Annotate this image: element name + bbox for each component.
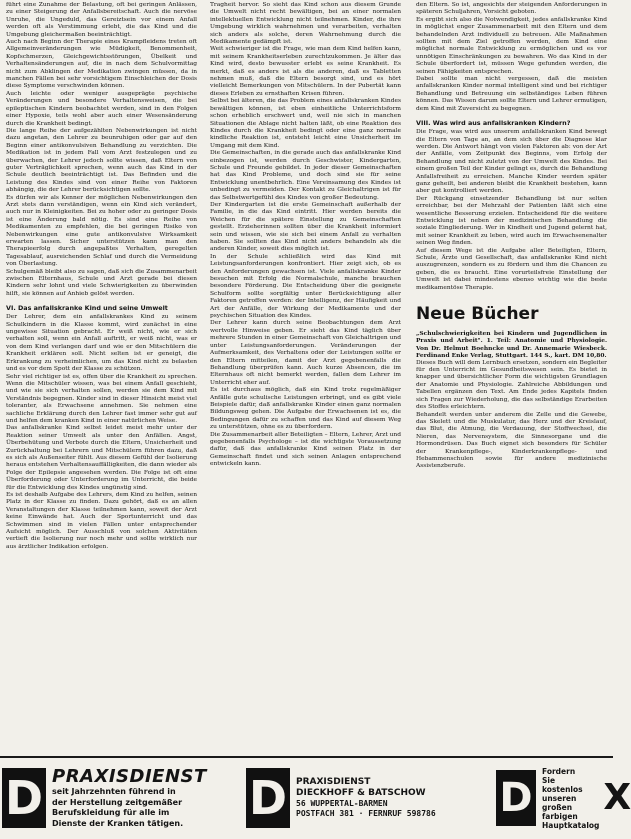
praxisdienst-logo (246, 768, 290, 828)
praxisdienst-ad-right (496, 762, 631, 834)
article-page (6, 2, 607, 754)
paragraph: In der Schule schließlich wird das Kind mit Leistungsanforderungen konfrontiert. Hier zeigt sich, ob es den Anforderungen gewachsen ist. Viele anfallskranke Kinder besuchen mit Erfolg die Normalschule, manche brauchen besondere Förderung. Die Entscheidung über die geeignete Schulform sollte sorgfältig unter Berücksichtigung aller Faktoren getroffen werden: der Intelligenz, der Häufigkeit und Art der Anfälle, der Wirkung der Medikamente und der psychischen Situation des Kindes. (210, 253, 401, 320)
ad-line: Hauptkatalog (542, 820, 600, 830)
ad-brand: PRAXISDIENST (296, 777, 371, 787)
paragraph: Der Lehrer kann durch seine Beobachtungen dem Arzt wertvolle Hinweise geben. Er sieht das Kind täglich über mehrere Stunden in einer Gemeinschaft von Gleichaltrigen und unter Leistungsanforderungen. Veränderungen der Aufmerksamkeit, des Verhaltens oder der Leistungen sollte er den Eltern mitteilen, damit der Arzt gegebenenfalls die Behandlung überprüfen kann. Auch kurze Absencen, die im Elternhaus oft nicht bemerkt werden, fallen dem Lehrer im Unterricht eher auf. (210, 320, 401, 386)
paragraph: Schulgemäß bleibt also zu sagen, daß sich die Zusammenarbeit zwischen Elternhaus, Schule und Arzt gerade bei diesen Kindern sehr lohnt und viele Schwierigkeiten zu überwinden hilft, sie können auf Anhieb gelöst werden. (6, 268, 197, 297)
paragraph: Tragheit hervor. So sieht das Kind schon aus diesem Grunde die Umwelt nicht recht bewältigen, bei an einer normalen intellektuellen Entwicklung nicht teilnehmen. Kinder, die ihre Umgebung wirklich wahrnehmen und verarbeiten, verhalten sich anders als solche, deren Wahrnehmung durch die Medikamente gedämpft ist. (210, 2, 401, 46)
paragraph: Sehr viel richtiger ist es, offen über die Krankheit zu sprechen. Wenn die Mitschüler wissen, was bei einem Anfall geschieht, und wie sie sich verhalten sollen, werden sie dem Kind mit Verständnis begegnen. Kinder sind in dieser Hinsicht meist viel toleranter, als Erwachsene annehmen. Sie nehmen eine sachliche Erklärung durch den Lehrer fast immer sehr gut auf und helfen dem kranken Kind in einer natürlichen Weise. (6, 373, 197, 424)
praxisdienst-ad-left (2, 762, 240, 834)
paragraph: Der Kindergarten ist die erste Gemeinschaft außerhalb der Familie, in die das Kind eintritt. Hier werden bereits die Weichen für die spätere Einstellung zu Gemeinschaften gestellt. Erzieherinnen sollten über die Krankheit informiert sein und wissen, wie sie sich bei einem Anfall zu verhalten haben. Sie sollten das Kind nicht anders behandeln als die anderen Kinder, soweit dies möglich ist. (210, 201, 401, 253)
ad-line: kostenlos (542, 784, 583, 794)
ad-postbox: POSTFACH 381 · FERNRUF 598786 (296, 809, 436, 818)
text-column-1 (6, 2, 197, 754)
ad-line: Fordern (542, 766, 576, 776)
ad-line: großen (542, 802, 573, 812)
paragraph: Der Rückgang einsetzender Behandlung ist nur selten erreichbar, bei der Mehrzahl der Patienten läßt sich eine wesentliche Besserung erzielen. Entscheidend für die weitere Entwicklung ist neben der medizinischen Behandlung die soziale Eingliederung. Wer in Kindheit und Jugend gelernt hat, mit seiner Krankheit zu leben, wird auch im Erwachsenenalter seinen Weg finden. (416, 195, 607, 247)
paragraph: Behandelt werden unter anderem die Zelle und die Gewebe, das Skelett und die Muskulatur, das Herz und der Kreislauf, das Blut, die Atmung, die Verdauung, der Stoffwechsel, die Nieren, das Nervensystem, die Sinnesorgane und die Hormondrüsen. Das Buch eignet sich besonders für Schüler der Krankenpflege-, Kinderkrankenpflege- und Hebammenschulen sowie für andere medizinische Assistenzberufe. (416, 411, 607, 470)
paragraph: Die lange Reihe der aufgezählten Nebenwirkungen ist nicht dazu angetan, den Lehrer zu beunruhigen oder gar auf den Beginn einer antikonvulsiven Behandlung zu verzichten. Die Medikation ist in jedem Fall vom Arzt festzulegen und zu überwachen, der Lehrer jedoch sollte wissen, daß Eltern von guter Verträglichkeit sprechen, wenn auch das Kind in der Schule deutlich beeinträchtigt ist. Das Befinden und die Leistung des Kindes sind von einer Reihe von Faktoren abhängig, die der Lehrer berücksichtigen sollte. (6, 127, 197, 194)
ad-brand: PRAXISDIENST (52, 766, 207, 787)
section-heading: VIII. Was wird aus anfallskranken Kindern? (416, 119, 571, 128)
text-column-2 (210, 2, 401, 754)
ad-separator-rule (0, 756, 613, 758)
paragraph: Es ist deshalb Aufgabe des Lehrers, dem Kind zu helfen, seinen Platz in der Klasse zu finden. Dazu gehört, daß es an allen Veranstaltungen der Klasse teilnehmen kann, soweit der Arzt keine Einwände hat. Auch der Sportunterricht und das Schwimmen sind in vielen Fällen unter entsprechender Aufsicht möglich. Der Ausschluß von solchen Aktivitäten vertieft die Isolierung nur noch mehr und sollte wirklich nur aus ärztlicher Indikation erfolgen. (6, 492, 197, 550)
praxisdienst-ad-center (246, 762, 490, 834)
paragraph: Auf diesem Wege ist die Aufgabe aller Beteiligten, Eltern, Schule, Ärzte und Gesellschaft, das anfallskranke Kind nicht auszugrenzen, sondern es zu fördern und ihm die Chancen zu geben, die es braucht. Eine vorurteilsfreie Einstellung der Umwelt ist dabei mindestens ebenso wichtig wie die beste medikamentöse Therapie. (416, 247, 607, 291)
ad-line: der Herstellung zeitgemäßer (52, 797, 183, 807)
ad-line: seit Jahrzehnten führend in (52, 787, 176, 796)
paragraph: Weit schwieriger ist die Frage, wie man dem Kind helfen kann, mit seinem Krankheitserleben zurechtzukommen. Je älter das Kind wird, desto bewusster erlebt es seine Krankheit. Es merkt, daß es anders ist als die anderen, daß es Tabletten nehmen muß, daß die Eltern besorgt sind, und es hört vielleicht Bemerkungen von Mitschülern. In der Pubertät kann dieses Erleben zu ernsthaften Krisen führen. (210, 46, 401, 97)
book-reference: „Schulschwierigkeiten bei Kindern und Jugendlichen in Praxis und Arbeit". 1. Teil: Anatomie und Physiologie. Von Dr. Helmut Boehncke und Dr. Annemarie Wiesbeck. Ferdinand Enke Verlag, Stuttgart. 144 S., kart. DM 10,80. (416, 330, 607, 360)
paragraph: Es ist durchaus möglich, daß ein Kind trotz regelmäßiger Anfälle gute schulische Leistungen erbringt, und es gibt viele Beispiele dafür, daß anfallskranke Kinder einen ganz normalen Bildungsweg gehen. Die Aufgabe der Erwachsenen ist es, die Bedingungen dafür zu schaffen und das Kind auf diesem Weg zu unterstützen, ohne es zu überfordern. (210, 387, 401, 431)
paragraph: Dabei sollte man nicht vergessen, daß die meisten anfallskranken Kinder normal intelligent sind und bei richtiger Behandlung und Betreuung ein selbständiges Leben führen können. Das Wissen darum sollte Eltern und Lehrer ermutigen, dem Kind mit Zuversicht zu begegnen. (416, 76, 607, 112)
logo-letter: D (248, 771, 288, 825)
paragraph: Das anfallskranke Kind selbst leidet meist mehr unter der Reaktion seiner Umwelt als unter den Anfällen. Angst, Überbehütung und Verbote durch die Eltern, Unsicherheit und Zurückhaltung bei Lehrern und Mitschülern führen dazu, daß es sich als Außenseiter fühlt. Aus diesem Gefühl der Isolierung heraus entstehen Verhaltensauffälligkeiten, die dann wieder als Folge der Epilepsie angesehen werden. Die Folge ist oft eine Überforderung oder Unterforderung im Unterricht, die beide für die Entwicklung des Kindes ungünstig sind. (6, 425, 197, 491)
section-heading: VI. Das anfallskranke Kind und seine Umwelt (6, 304, 168, 313)
praxisdienst-logo (496, 770, 536, 826)
ad-line: unseren (542, 793, 577, 803)
paragraph: Die Zusammenarbeit aller Beteiligten – Eltern, Lehrer, Arzt und gegebenenfalls Psychologe – ist die wichtigste Voraussetzung dafür, daß das anfallskranke Kind seinen Platz in der Gemeinschaft findet und sich seinen Anlagen entsprechend entwickeln kann. (210, 431, 401, 468)
coupon-mark: X (603, 777, 631, 818)
ad-company: DIECKHOFF & BATSCHOW (296, 788, 426, 798)
text-column-3 (416, 2, 607, 754)
paragraph: führt eine Zunahme der Belastung, oft bei geringen Anlässen, zu einer Steigerung der Anfallsbereitschaft. Auch die nervöse Unruhe, die Ungeduld, das Gereiztsein vor einem Anfall werden oft als Verstimmung erlebt, die das Kind und die Umgebung gleichermaßen beeinträchtigt. (6, 2, 197, 38)
ad-line: Dienste der Kranken tätigen. (52, 818, 184, 828)
paragraph: Die Gemeinschaften, in die gerade auch das anfallskranke Kind einbezogen ist, werden durch Geschwister, Kindergarten, Schule und Freunde gebildet. In jeder dieser Gemeinschaften hat das Kind Probleme, und doch sind sie für seine Entwicklung unentbehrlich. Eine Vereinsamung des Kindes ist unbedingt zu vermeiden. Der Kontakt zu Gleichaltrigen ist für das Selbstwertgefühl des Kindes von großer Bedeutung. (210, 150, 401, 201)
ad-line: farbigen (542, 811, 578, 821)
paragraph: den Eltern. So ist, angesichts der steigenden Anforderungen in späteren Schuljahren, Vorsicht geboten. (416, 2, 607, 16)
praxisdienst-logo (2, 768, 46, 828)
paragraph: Der Lehrer, dem ein anfallskrankes Kind zu seinem Schulkindern in die Klasse kommt, wird zunächst in eine ungewisse Situation gebracht. Er weiß nicht, wie er sich verhalten soll, wenn ein Anfall auftritt, er weiß nicht, was er von dem Kind verlangen darf und wie er den Mitschülern die Krankheit erklären soll. Nicht selten ist er geneigt, die Erkrankung zu verheimlichen, um das Kind nicht zu belasten und es vor dem Spott der Klasse zu schützen. (6, 314, 197, 373)
paragraph: Auch nach Beginn der Therapie eines Krampfleidens treten oft Allgemeinveränderungen wie Müdigkeit, Benommenheit, Kopfschmerzen, Gleichgewichtsstörungen, Übelkeit und Verhaltensänderungen auf, die in nach dem Schulvormittag nicht zum Abklingen der Medikation zwingen müssen, da in manchen Fällen bei sehr vorsichtigem Einschleichen der Dosis diese Symptome verschwinden können. (6, 39, 197, 90)
ad-line: Berufskleidung für alle im (52, 808, 170, 817)
paragraph: Es ergibt sich also die Notwendigkeit, jedes anfallskranke Kind in möglichst enger Zusammenarbeit mit den Eltern und dem behandelnden Arzt individuell zu betreuen. Alle Maßnahmen sollten mit dem Ziel getroffen werden, dem Kind eine möglichst normale Entwicklung zu ermöglichen und es vor unnötigen Einschränkungen zu bewahren. Wo das Kind in der Schule überfordert ist, müssen Wege gefunden werden, die seinen Fähigkeiten entsprechen. (416, 16, 607, 75)
paragraph: Die Frage, was wird aus unserem anfallskranken Kind bewegt die Eltern von Tage an, an dem sich über die Diagnose klar werden. Die Antwort hängt von vielen Faktoren ab: von der Art der Anfälle, vom Zeitpunkt des Beginns, vom Erfolg der Behandlung und nicht zuletzt von der Umwelt des Kindes. Bei einem großen Teil der Kinder gelingt es, durch die Behandlung Anfallsfreiheit zu erreichen. Manche Kinder werden später ganz geheilt, bei anderen bleibt die Krankheit bestehen, kann aber gut kontrolliert werden. (416, 129, 607, 195)
logo-letter: D (4, 771, 44, 825)
books-heading: Neue Bücher (416, 304, 539, 325)
paragraph: Selbst bei älteren, die das Problem eines anfallskranken Kindes bewältigen können, ist eben einheitliche Unterrichtsform schon erheblich erschwert und, weil nie sich in manchen Situationen die Ablage nicht halten läßt, ob eine Reaktion des Kindes durch die Krankheit bedingt oder eine ganz normale kindliche Reaktion ist, entsteht leicht eine Unsicherheit im Umgang mit dem Kind. (210, 98, 401, 149)
ad-address: 56 WUPPERTAL-BARMEN (296, 799, 388, 808)
paragraph: Es dürfen wir als Kenner der möglichen Nebenwirkungen den Arzt stets dann verständigen, wenn ein Kind sich verändert, auch nur in Kleinigkeiten. Bei zu hoher oder zu geringer Dosis ist eine Änderung bald nötig. Es sind eine Reihe von Medikamenten zu empfehlen, die bei geringen Risiko von Nebenwirkungen eine gute antikonvulsive Wirksamkeit erwarten lassen. Sicher unterstützen kann man den Therapieerfolg durch angepaßtes Verhalten, geregelten Tagesablauf, ausreichenden Schlaf und durch die Vermeidung von Überlastung. (6, 194, 197, 268)
paragraph: Auch leichte oder weniger ausgeprägte psychische Veränderungen und besondere Verhaltensweisen, die bei epileptischen Kindern beobachtet werden, sind in den Folgen einer Hypoxie, teils wohl aber auch einer Wesensänderung durch die Krankheit bedingt. (6, 90, 197, 127)
paragraph: Dieses Buch will dem Lernbuch ersetzen, sondern ein Begleiter für den Unterricht im Gesundheitswesen sein. Es bietet in knapper und übersichtlicher Form die wichtigsten Grundlagen der Anatomie und Physiologie. Zahlreiche Abbildungen und Tabellen ergänzen den Text. Am Ende jedes Kapitels finden sich Fragen zur Wiederholung, die das selbständige Erarbeiten des Stoffes erleichtern. (416, 359, 607, 411)
logo-letter: D (499, 775, 533, 821)
ad-line: Sie (542, 775, 556, 785)
